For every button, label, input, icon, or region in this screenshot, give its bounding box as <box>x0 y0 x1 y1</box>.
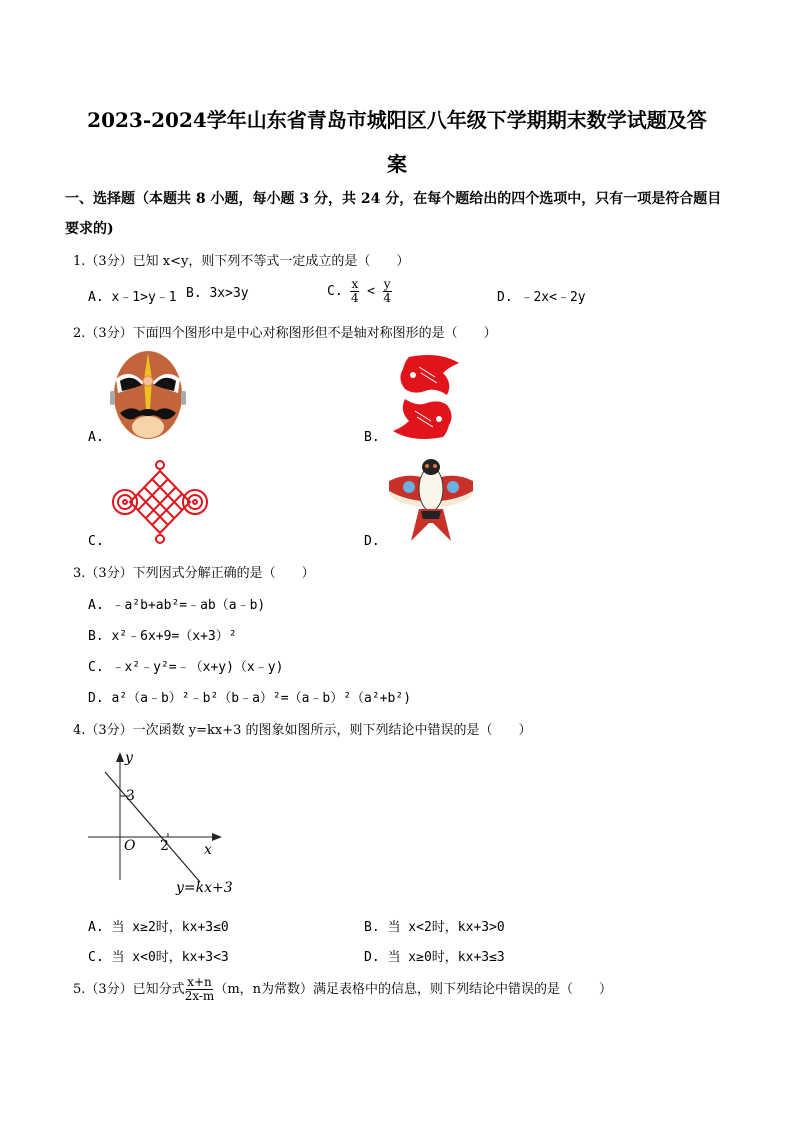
q4-option-b <box>364 916 505 935</box>
option-text: 当 x≥0时，kx+3≤3 <box>387 950 505 965</box>
option-label: D. <box>364 950 380 965</box>
option-label: A. <box>88 290 104 305</box>
option-label: B. <box>364 920 380 935</box>
question-2-stem: 2.（3分）下面四个图形中是中心对称图形但不是轴对称图形的是（ ） <box>73 326 497 341</box>
option-text: 当 x≥2时，kx+3≤0 <box>111 920 229 935</box>
q2-option-a-label: A. <box>88 430 104 445</box>
option-text: a²（a﹣b）²﹣b²（b﹣a）²=（a﹣b）²（a²+b²) <box>111 691 412 706</box>
option-label: D. <box>88 691 104 706</box>
q4-option-c <box>88 946 229 965</box>
graph-x-axis-label: x <box>204 842 212 858</box>
option-label: B. <box>186 286 202 301</box>
question-1-stem: 1.（3分）已知 x<y，则下列不等式一定成立的是（ ） <box>73 254 410 269</box>
graph-x-intercept-label: 2 <box>160 838 169 854</box>
option-text: ﹣2x<﹣2y <box>520 290 586 305</box>
q1-option-c <box>327 278 392 305</box>
option-text: 3x>3y <box>209 286 249 301</box>
q3-option-a <box>88 594 265 613</box>
option-label: A. <box>88 920 104 935</box>
option-label: C. <box>88 660 104 675</box>
question-4-stem: 4.（3分）一次函数 y=kx+3 的图象如图所示，则下列结论中错误的是（ ） <box>73 723 532 738</box>
fraction-y-over-4: $\frac{y}{4}$ <box>383 277 391 305</box>
swallow-kite-image <box>385 457 477 543</box>
option-label: C. <box>88 950 104 965</box>
relation-symbol: < <box>367 284 375 299</box>
document-title-line2: 案 <box>387 152 407 176</box>
fraction-expression: $\frac{x+n}{2x-m}$ <box>184 975 215 1003</box>
q2-option-d-label: D. <box>364 534 380 549</box>
q1-option-d <box>497 286 586 305</box>
graph-y-intercept-label: 3 <box>126 788 135 804</box>
section-heading-line1: 一、选择题（本题共 8 小题，每小题 3 分，共 24 分，在每个题给出的四个选项中，只有一项是符合题目 <box>65 191 722 207</box>
option-label: A. <box>88 598 104 613</box>
q4-option-a <box>88 916 229 935</box>
question-5-stem <box>73 976 612 1003</box>
document-title-line1: 2023-2024学年山东省青岛市城阳区八年级下学期期末数学试题及答 <box>87 108 707 132</box>
q3-option-c <box>88 656 283 675</box>
option-label: D. <box>497 290 513 305</box>
q3-option-b <box>88 625 237 644</box>
option-label: C. <box>327 284 343 299</box>
question-3-stem: 3.（3分）下列因式分解正确的是（ ） <box>73 566 315 581</box>
paper-cut-fish-image <box>389 353 463 441</box>
graph-origin-label: O <box>124 838 136 854</box>
q1-option-a <box>88 286 177 305</box>
q5-stem-after: （m，n为常数）满足表格中的信息，则下列结论中错误的是（ ） <box>214 982 613 997</box>
q5-stem-before: 5.（3分）已知分式 <box>73 982 185 997</box>
option-text: ﹣x²﹣y²=﹣（x+y)（x﹣y) <box>111 660 284 675</box>
option-text: x²﹣6x+9=（x+3）² <box>111 629 237 644</box>
option-text: ﹣a²b+ab²=﹣ab（a﹣b) <box>111 598 266 613</box>
option-text: x﹣1>y﹣1 <box>111 290 177 305</box>
section-heading-line2: 要求的) <box>65 221 114 237</box>
option-text: 当 x<2时，kx+3>0 <box>387 920 505 935</box>
peking-opera-mask-image <box>110 349 186 441</box>
chinese-knot-image <box>111 459 209 545</box>
linear-function-graph <box>88 748 248 898</box>
fraction-x-over-4: $\frac{x}{4}$ <box>351 277 359 305</box>
option-label: B. <box>88 629 104 644</box>
q4-option-d <box>364 946 505 965</box>
graph-line-label: y=kx+3 <box>176 880 233 896</box>
q2-option-b-label: B. <box>364 430 380 445</box>
option-text: 当 x<0时，kx+3<3 <box>111 950 229 965</box>
q1-option-b <box>186 286 249 301</box>
q2-option-c-label: C. <box>88 534 104 549</box>
q3-option-d <box>88 687 411 706</box>
graph-y-axis-label: y <box>125 750 133 766</box>
